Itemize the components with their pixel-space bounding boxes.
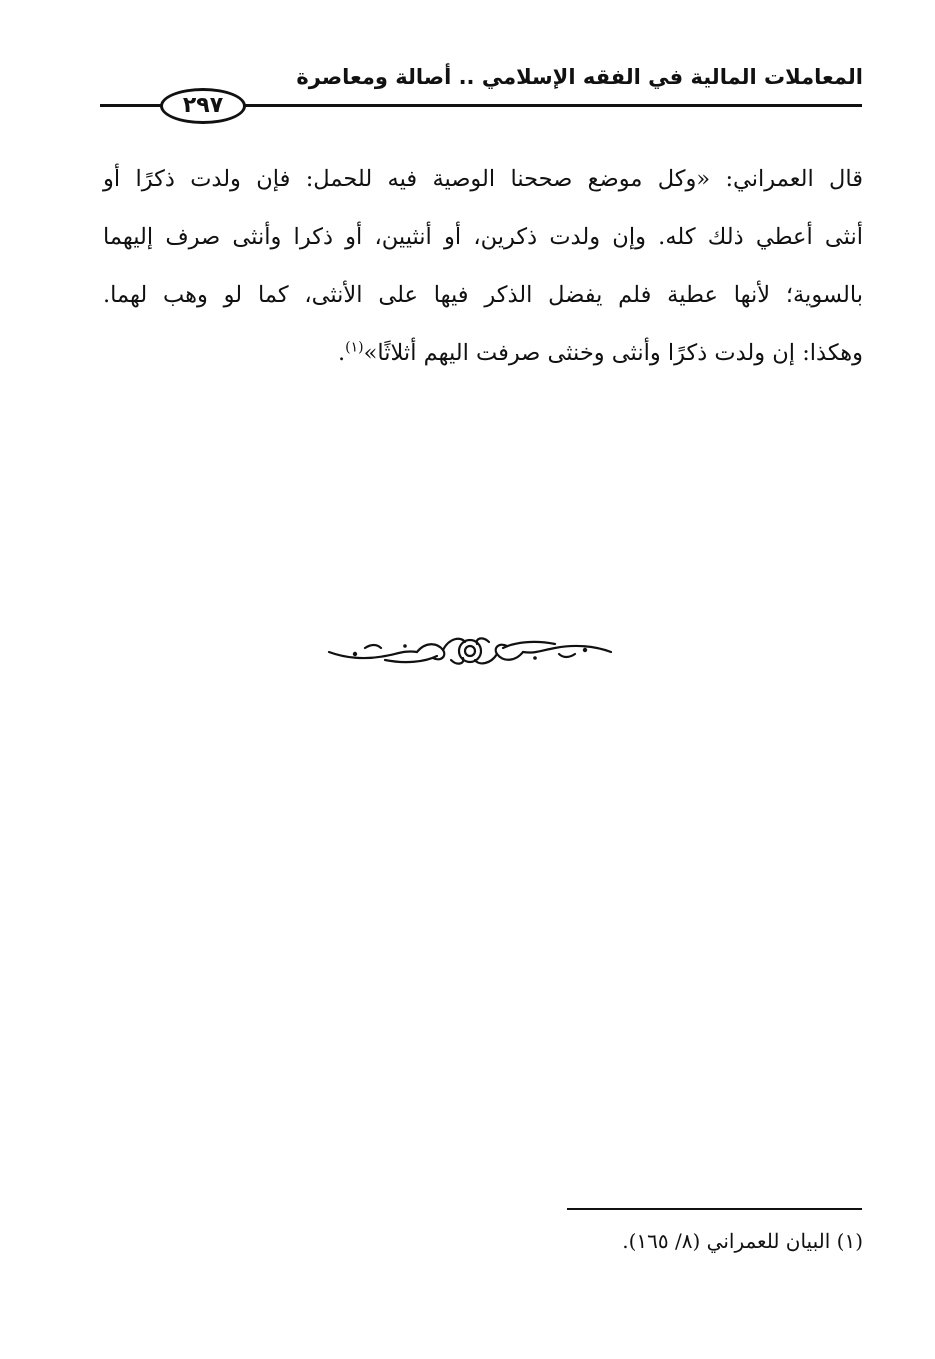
footnote: (١) البيان للعمراني (٨/ ١٦٥). — [622, 1229, 863, 1253]
running-title: المعاملات المالية في الفقه الإسلامي .. أصالة ومعاصرة — [296, 65, 863, 89]
body-text — [103, 150, 863, 382]
footnote-rule — [567, 1208, 862, 1210]
end-punctuation: . — [338, 340, 346, 366]
footnote-reference: (١) — [345, 339, 364, 356]
page-number: ٢٩٧ — [160, 88, 246, 124]
body-line-last — [103, 324, 863, 382]
body-line: أنثى أعطي ذلك كله. وإن ولدت ذكرين، أو أنثيين، أو ذكرا وأنثى صرف إليهما — [103, 224, 863, 250]
body-line: قال العمراني: «وكل موضع صححنا الوصية فيه للحمل: فإن ولدت ذكرًا أو — [103, 166, 863, 192]
body-line: بالسوية؛ لأنها عطية فلم يفضل الذكر فيها على الأنثى، كما لو وهب لهما. — [103, 282, 863, 308]
ornament-divider — [325, 630, 615, 670]
body-line-text: وهكذا: إن ولدت ذكرًا وأنثى وخنثى صرفت اليهم أثلاثًا» — [363, 340, 863, 366]
